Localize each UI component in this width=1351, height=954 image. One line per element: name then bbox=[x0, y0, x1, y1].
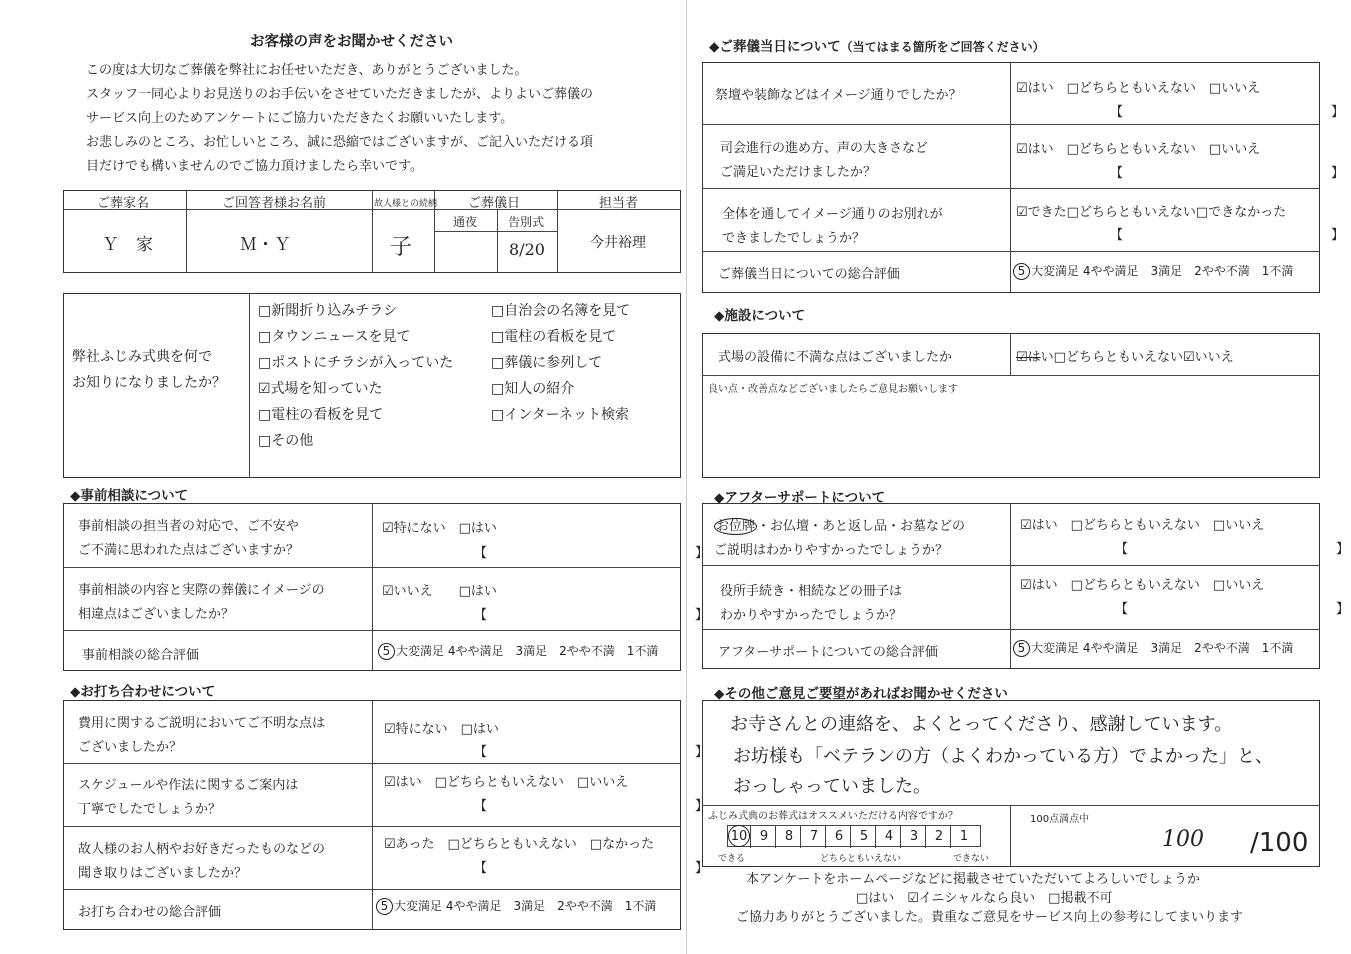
scale-9[interactable]: 9 bbox=[753, 826, 776, 848]
publish-options[interactable]: □はい ☑イニシャルなら良い □掲載不可 bbox=[856, 891, 1113, 906]
meet-q4: お打ち合わせの総合評価 bbox=[78, 905, 222, 920]
day-a3-comment[interactable]: 【 】 bbox=[1110, 228, 1345, 243]
meet-a3-comment[interactable]: 【 】 bbox=[474, 861, 709, 876]
respondent-name-value: Ｍ・Ｙ bbox=[240, 235, 291, 255]
scale-label-can: できる bbox=[718, 854, 746, 864]
day-q2-line1: 司会進行の進め方、声の大きさなど bbox=[720, 141, 929, 156]
source-option[interactable]: □インターネット検索 bbox=[491, 407, 629, 423]
after-q1-line1: お位牌 ・お仏壇・あと返し品・お墓などの bbox=[716, 519, 966, 534]
pre-q2-line1: 事前相談の内容と実際の葬儀にイメージの bbox=[78, 583, 325, 598]
rating-selected-5: 5 bbox=[378, 643, 395, 660]
day-heading: ◆ご葬儀当日について（当てはまる箇所をご回答ください） bbox=[709, 39, 1045, 55]
after-q2-line2: わかりやすかったでしょうか？ bbox=[720, 608, 903, 623]
meet-rating[interactable]: 5 大変満足 4やや満足 3満足 2やや不満 1不満 bbox=[376, 897, 656, 915]
day-a1-options[interactable]: ☑はい □どちらともいえない □いいえ bbox=[1016, 81, 1261, 96]
source-option[interactable]: □タウンニュースを見て bbox=[258, 329, 411, 345]
after-a2-options[interactable]: ☑はい □どちらともいえない □いいえ bbox=[1020, 578, 1265, 593]
day-a3-options[interactable]: ☑できた□どちらともいえない□できなかった bbox=[1016, 205, 1287, 220]
meeting-heading: ◆お打ち合わせについて bbox=[70, 684, 216, 700]
source-option[interactable]: □電柱の看板を見て bbox=[491, 329, 617, 345]
after-a1-options[interactable]: ☑はい □どちらともいえない □いいえ bbox=[1020, 518, 1265, 533]
comment-line-3: おっしゃっていました。 bbox=[733, 776, 931, 797]
family-name-value: Ｙ 家 bbox=[102, 235, 153, 255]
scale-2[interactable]: 2 bbox=[928, 826, 951, 848]
facility-a1-options[interactable]: ☑はい□どちらともいえない☑いいえ bbox=[1016, 350, 1234, 365]
rating-selected-5: 5 bbox=[1013, 263, 1030, 280]
header-date: ご葬儀日 bbox=[468, 196, 521, 211]
pre-a1-comment[interactable]: 【 】 bbox=[474, 546, 709, 561]
source-option[interactable]: □葬儀に参列して bbox=[491, 355, 603, 371]
meet-a3-options[interactable]: ☑あった □どちらともいえない □なかった bbox=[384, 837, 655, 852]
source-option[interactable]: □新聞折り込みチラシ bbox=[258, 303, 398, 319]
source-option[interactable]: □その他 bbox=[258, 433, 314, 449]
pre-rating[interactable]: 5 大変満足 4やや満足 3満足 2やや不満 1不満 bbox=[378, 642, 658, 660]
after-a1-comment[interactable]: 【 】 bbox=[1115, 542, 1350, 557]
intro-line-4: お悲しみのところ、お忙しいところ、誠に恐縮ではございますが、ご記入いただける項 bbox=[86, 135, 594, 150]
day-q4: ご葬儀当日についての総合評価 bbox=[718, 267, 900, 282]
day-rating[interactable]: 5 大変満足 4やや満足 3満足 2やや不満 1不満 bbox=[1013, 262, 1293, 280]
score-caption: 100点満点中 bbox=[1030, 814, 1090, 825]
rating-selected-5: 5 bbox=[1013, 640, 1030, 657]
header-family: ご葬家名 bbox=[97, 196, 150, 211]
header-staff: 担当者 bbox=[599, 196, 639, 211]
publish-question: 本アンケートをホームページなどに掲載させていただいてよろしいでしょうか bbox=[746, 872, 1200, 887]
staff-value: 今井裕理 bbox=[590, 235, 646, 251]
score-value[interactable]: 100 bbox=[1162, 827, 1204, 852]
day-q2-line2: ご満足いただけましたか？ bbox=[720, 165, 877, 180]
pre-a1-options[interactable]: ☑特にない □はい bbox=[382, 521, 497, 536]
intro-line-2: スタッフ一同心よりお見送りのお手伝いをさせていただきましたが、よりよいご葬儀の bbox=[86, 87, 594, 102]
score-max: /100 bbox=[1250, 828, 1309, 858]
scale-6[interactable]: 6 bbox=[828, 826, 851, 848]
after-rating[interactable]: 5 大変満足 4やや満足 3満足 2やや不満 1不満 bbox=[1013, 639, 1293, 657]
pre-q1-line2: ご不満に思われた点はございますか？ bbox=[78, 543, 300, 558]
other-heading: ◆その他ご意見ご要望があればお聞かせください bbox=[714, 686, 1008, 702]
pre-consultation-heading: ◆事前相談について bbox=[70, 488, 189, 504]
scale-3[interactable]: 3 bbox=[903, 826, 926, 848]
pre-a2-options[interactable]: ☑いいえ □はい bbox=[382, 584, 497, 599]
facility-heading: ◆施設について bbox=[714, 308, 806, 324]
recommend-question: ふじみ式典のお葬式はオススメいただける内容ですか？ bbox=[708, 811, 958, 822]
meet-q3-line1: 故人様のお人柄やお好きだったものなどの bbox=[78, 842, 326, 857]
after-a2-comment[interactable]: 【 】 bbox=[1115, 602, 1350, 617]
day-a1-comment[interactable]: 【 】 bbox=[1110, 105, 1345, 120]
source-option[interactable]: □自治会の名簿を見て bbox=[491, 303, 631, 319]
meet-q1-line2: ございましたか？ bbox=[78, 740, 183, 755]
funeral-date-value: 8/20 bbox=[509, 240, 545, 259]
meet-q2-line2: 丁寧でしたでしょうか？ bbox=[78, 802, 222, 817]
intro-line-1: この度は大切なご葬儀を弊社にお任せいただき、ありがとうございました。 bbox=[86, 63, 528, 78]
scale-10[interactable]: 10 bbox=[728, 826, 751, 848]
day-a2-comment[interactable]: 【 】 bbox=[1110, 166, 1345, 181]
header-funeral: 告別式 bbox=[508, 215, 545, 229]
scale-5[interactable]: 5 bbox=[853, 826, 876, 848]
after-q1-line2: ご説明はわかりやすかったでしょうか？ bbox=[714, 543, 949, 558]
recommend-scale[interactable] bbox=[727, 825, 981, 847]
scale-8[interactable]: 8 bbox=[778, 826, 801, 848]
facility-comment-note: 良い点・改善点などございましたらご意見お願いします bbox=[708, 384, 958, 395]
pre-a2-comment[interactable]: 【 】 bbox=[474, 608, 709, 623]
scale-selected-circle bbox=[728, 825, 750, 847]
source-option[interactable]: □知人の紹介 bbox=[491, 381, 575, 397]
scale-label-cannot: できない bbox=[953, 854, 990, 864]
intro-line-3: サービス向上のためアンケートにご協力いただきたくお願いいたします。 bbox=[86, 111, 514, 126]
after-q3: アフターサポートについての総合評価 bbox=[718, 645, 938, 660]
thanks-message: ご協力ありがとうございました。貴重なご意見をサービス向上の参考にしてまいります bbox=[736, 910, 1244, 925]
day-q1: 祭壇や装飾などはイメージ通りでしたか？ bbox=[715, 88, 962, 103]
scale-4[interactable]: 4 bbox=[878, 826, 901, 848]
scale-7[interactable]: 7 bbox=[803, 826, 826, 848]
source-option-checked[interactable]: ☑式場を知っていた bbox=[258, 381, 383, 397]
page-fold bbox=[686, 0, 687, 954]
source-option[interactable]: □ポストにチラシが入っていた bbox=[258, 355, 454, 371]
source-option[interactable]: □電柱の看板を見て bbox=[258, 407, 384, 423]
source-question-1: 弊社ふじみ式典を何で bbox=[72, 349, 212, 365]
facility-q1: 式場の設備に不満な点はございましたか bbox=[718, 350, 953, 365]
day-q3-line2: できましたでしょうか？ bbox=[722, 231, 866, 246]
header-wake: 通夜 bbox=[453, 215, 478, 229]
rating-selected-5: 5 bbox=[376, 898, 393, 915]
pre-q3: 事前相談の総合評価 bbox=[82, 648, 200, 663]
day-q3-line1: 全体を通してイメージ通りのお別れが bbox=[722, 207, 943, 222]
header-respondent: ご回答者様お名前 bbox=[222, 196, 327, 211]
scale-1[interactable]: 1 bbox=[959, 829, 969, 844]
meet-a2-options[interactable]: ☑はい □どちらともいえない □いいえ bbox=[384, 775, 629, 790]
scale-label-mid: どちらともいえない bbox=[820, 854, 902, 864]
meet-q1-line1: 費用に関するご説明においてご不明な点は bbox=[78, 716, 326, 731]
meet-q3-line2: 聞き取りはございましたか？ bbox=[78, 866, 248, 881]
comment-line-2: お坊様も「ベテランの方（よくわかっている方）でよかった」と、 bbox=[733, 746, 1273, 767]
day-a2-options[interactable]: ☑はい □どちらともいえない □いいえ bbox=[1016, 142, 1261, 157]
survey-title: お客様の声をお聞かせください bbox=[250, 34, 453, 50]
header-relation: 故人様との続柄 bbox=[374, 199, 438, 209]
meet-a1-options[interactable]: ☑特にない □はい bbox=[384, 722, 499, 737]
comment-line-1: お寺さんとの連絡を、よくとってくださり、感謝しています。 bbox=[730, 714, 1233, 735]
meet-a1-comment[interactable]: 【 】 bbox=[474, 745, 709, 760]
intro-line-5: 目だけでも構いませんのでご協力頂けましたら幸いです。 bbox=[86, 159, 423, 174]
source-question-2: お知りになりましたか？ bbox=[72, 375, 226, 391]
meet-a2-comment[interactable]: 【 】 bbox=[474, 799, 709, 814]
pre-q2-line2: 相違点はございましたか？ bbox=[78, 607, 235, 622]
after-q2-line1: 役所手続き・相続などの冊子は bbox=[720, 584, 903, 599]
relation-value: 子 bbox=[390, 235, 413, 260]
after-support-heading: ◆アフターサポートについて bbox=[714, 490, 886, 506]
meet-q2-line1: スケジュールや作法に関するご案内は bbox=[78, 778, 299, 793]
pre-q1-line1: 事前相談の担当者の対応で、ご不安や bbox=[78, 519, 299, 534]
